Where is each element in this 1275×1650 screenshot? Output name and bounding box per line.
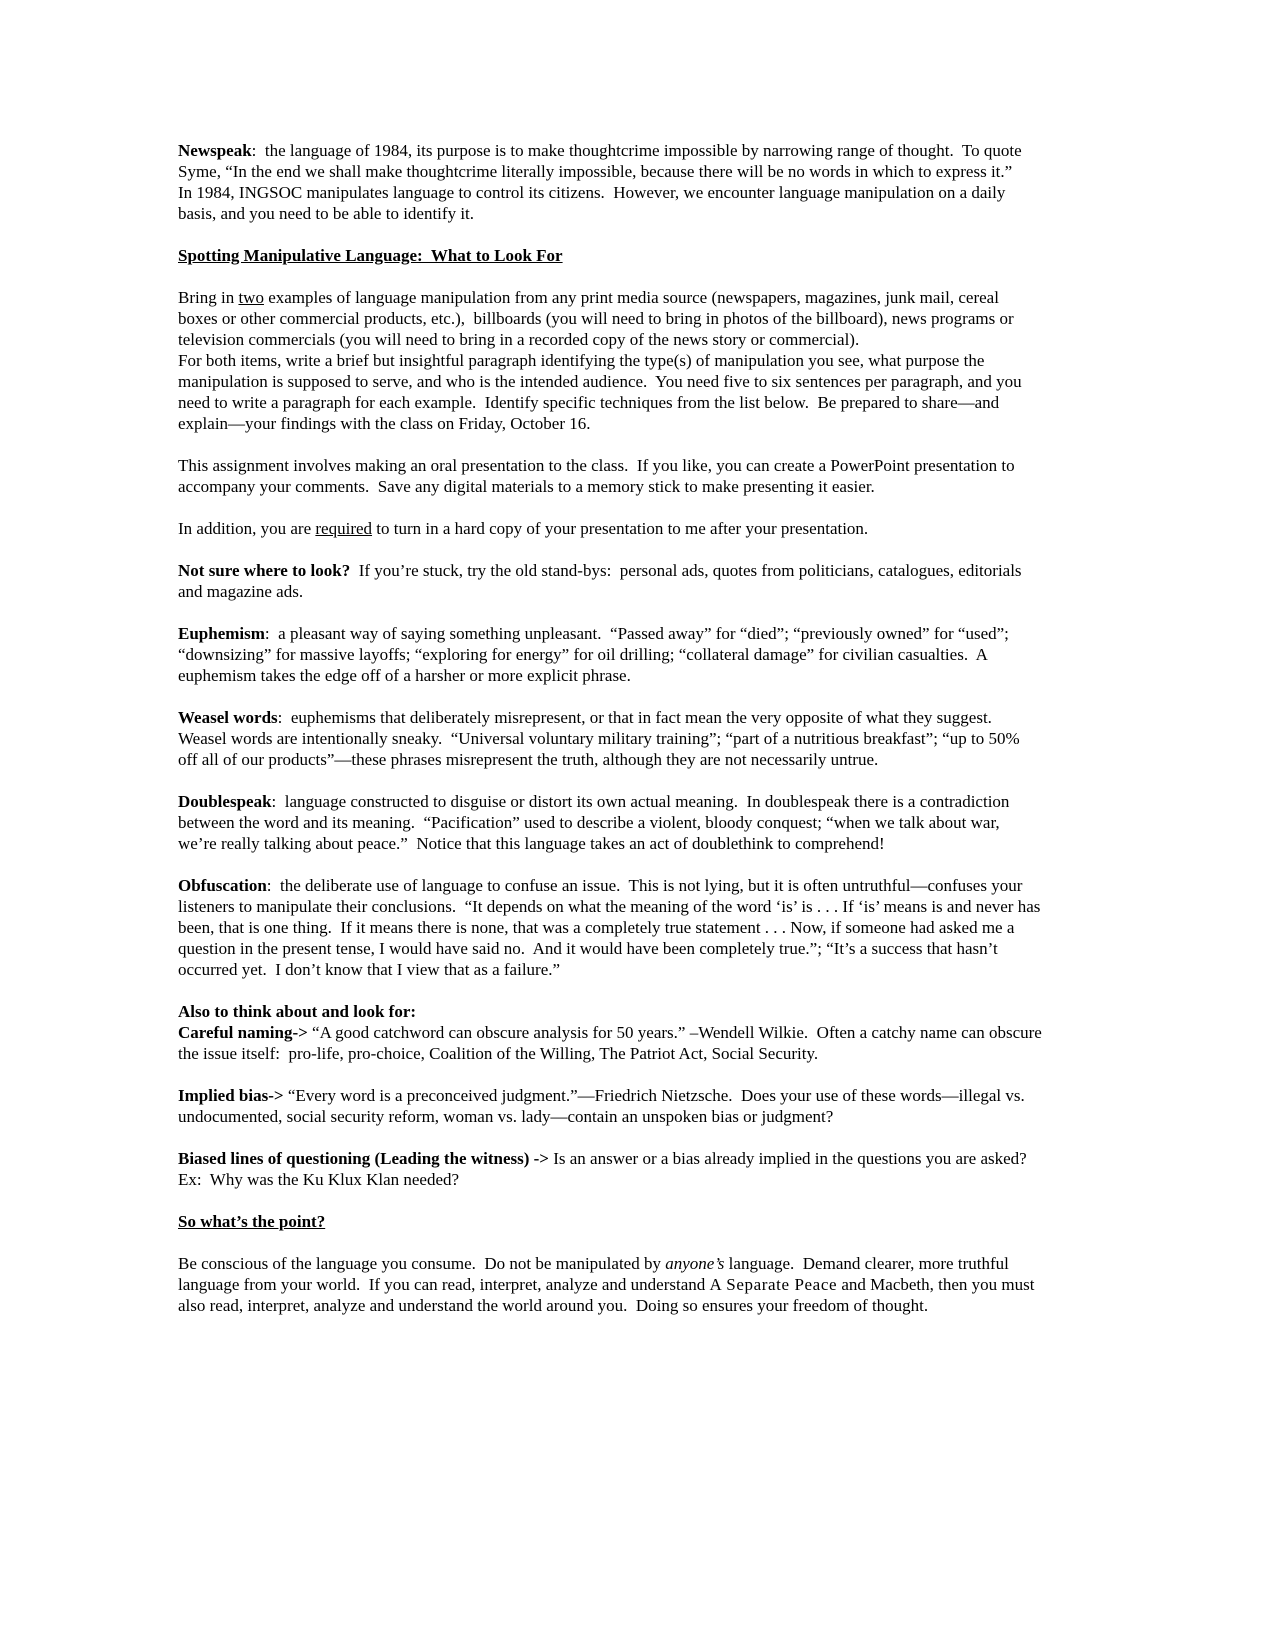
text-segment: two	[238, 288, 264, 307]
doublespeak-definition	[178, 791, 1042, 854]
text-segment: This assignment involves making an oral presentation to the class. If you like, you can create a PowerPoint presentation to accompany your comments. Save any digital materials to a memory stick to make presenting it easier.	[178, 456, 1019, 496]
so-whats-the-point-heading	[178, 1211, 1042, 1232]
text-segment: Newspeak	[178, 141, 252, 160]
text-segment: “A good catchword can obscure analysis for 50 years.” –Wendell Wilkie. Often a catchy name can obscure the issue itself: pro-life, pro-choice, Coalition of the Willing, The Patriot Act, Social Security.	[178, 1023, 1047, 1063]
text-segment: Is an answer or a bias already implied in the questions you are asked? Ex: Why was the Ku Klux Klan needed?	[178, 1149, 1036, 1189]
document-body	[178, 140, 1047, 1337]
euphemism-definition	[178, 623, 1042, 686]
text-segment: Implied bias->	[178, 1086, 284, 1105]
text-segment: : the deliberate use of language to confuse an issue. This is not lying, but it is often untruthful—confuses your listeners to manipulate their conclusions. “It depends on what the meaning of the word ‘is’ is . . . If ‘is’ means is and never has been, that is one thing. If it means there is none, that was a completely true statement . . . Now, if someone had asked me a question in the present tense, I would have said no. And it would have been completely true.”; “It’s a success that hasn’t occurred yet. I don’t know that I view that as a failure.”	[178, 876, 1045, 979]
text-segment: Bring in	[178, 288, 239, 307]
text-segment: Not sure where to look?	[178, 561, 351, 580]
careful-naming-definition	[178, 1001, 1047, 1064]
conclusion-paragraph	[178, 1253, 1042, 1316]
text-segment: Obfuscation	[178, 876, 267, 895]
assignment-instructions	[178, 287, 1042, 434]
weasel-words-definition	[178, 707, 1042, 770]
text-segment: and Macbeth, then you must also read, interpret, analyze and understand the world around you. Doing so ensures your freedom of thought.	[178, 1275, 1039, 1315]
text-segment: required	[315, 519, 373, 538]
text-segment: For both items, write a brief but insightful paragraph identifying the type(s) of manipulation you see, what purpose the manipulation is supposed to serve, and who is the intended audience. You need five to six sentences per paragraph, and you need to write a paragraph for each example. Identify specific techniques from the list below. Be prepared to share—and explain—your findings with the class on Friday, October 16.	[178, 351, 1026, 433]
text-segment: Be conscious of the language you consume. Do not be manipulated by	[178, 1254, 666, 1273]
hard-copy-requirement	[178, 518, 1042, 539]
text-segment: In 1984, INGSOC manipulates language to control its citizens. However, we encounter language manipulation on a daily basis, and you need to be able to identify it.	[178, 183, 1010, 223]
spotting-manipulative-language-heading	[178, 245, 1042, 266]
text-segment: language. Demand clearer, more truthful language from your world. If you can read, interpret, analyze and understand	[178, 1254, 1014, 1294]
text-segment: Biased lines of questioning (Leading the witness) ->	[178, 1149, 549, 1168]
text-segment: Doublespeak	[178, 792, 272, 811]
text-segment: : a pleasant way of saying something unpleasant. “Passed away” for “died”; “previously owned” for “used”; “downsizing” for massive layoffs; “exploring for energy” for oil drilling; “collateral damage” for civilian casualties. A euphemism takes the edge off of a harsher or more explicit phrase.	[178, 624, 1014, 685]
text-segment: If you’re stuck, try the old stand-bys: personal ads, quotes from politicians, catalogues, editorials and magazine ads.	[178, 561, 1026, 601]
text-segment: In addition, you are	[178, 519, 316, 538]
newspeak-intro	[178, 140, 1042, 224]
text-segment: Euphemism	[178, 624, 265, 643]
where-to-look-tip	[178, 560, 1042, 602]
text-segment: Also to think about and look for:	[178, 1002, 417, 1021]
oral-presentation-note	[178, 455, 1042, 497]
obfuscation-definition	[178, 875, 1045, 980]
text-segment: So what’s the point?	[178, 1212, 326, 1231]
implied-bias-definition	[178, 1085, 1042, 1127]
biased-questioning-definition	[178, 1148, 1042, 1190]
text-segment: to turn in a hard copy of your presentation to me after your presentation.	[372, 519, 869, 538]
text-segment: anyone’s	[665, 1254, 725, 1273]
text-segment: Weasel words	[178, 708, 278, 727]
text-segment: A Separate Peace	[709, 1275, 838, 1294]
text-segment: Spotting Manipulative Language: What to Look For	[178, 246, 563, 265]
text-segment: Careful naming->	[178, 1023, 308, 1042]
text-segment: : euphemisms that deliberately misrepresent, or that in fact mean the very opposite of what they suggest. Weasel words are intentionally sneaky. “Universal voluntary military training”; “part of a nutritious breakfast”; “up to 50% off all of our products”—these phrases misrepresent the truth, although they are not necessarily untrue.	[178, 708, 1024, 769]
text-segment: : the language of 1984, its purpose is to make thoughtcrime impossible by narrowing range of thought. To quote Syme, “In the end we shall make thoughtcrime literally impossible, because there will be no words in which to express it.”	[178, 141, 1026, 181]
text-segment: examples of language manipulation from any print media source (newspapers, magazines, junk mail, cereal boxes or other commercial products, etc.), billboards (you will need to bring in photos of the billboard), news programs or television commercials (you will need to bring in a recorded copy of the news story or commercial).	[178, 288, 1018, 349]
text-segment: : language constructed to disguise or distort its own actual meaning. In doublespeak there is a contradiction between the word and its meaning. “Pacification” used to describe a violent, bloody conquest; “when we talk about war, we’re really talking about peace.” Notice that this language takes an act of doublethink to comprehend!	[178, 792, 1014, 853]
text-segment: “Every word is a preconceived judgment.”—Friedrich Nietzsche. Does your use of these words—illegal vs. undocumented, social security reform, woman vs. lady—contain an unspoken bias or judgment?	[178, 1086, 1029, 1126]
